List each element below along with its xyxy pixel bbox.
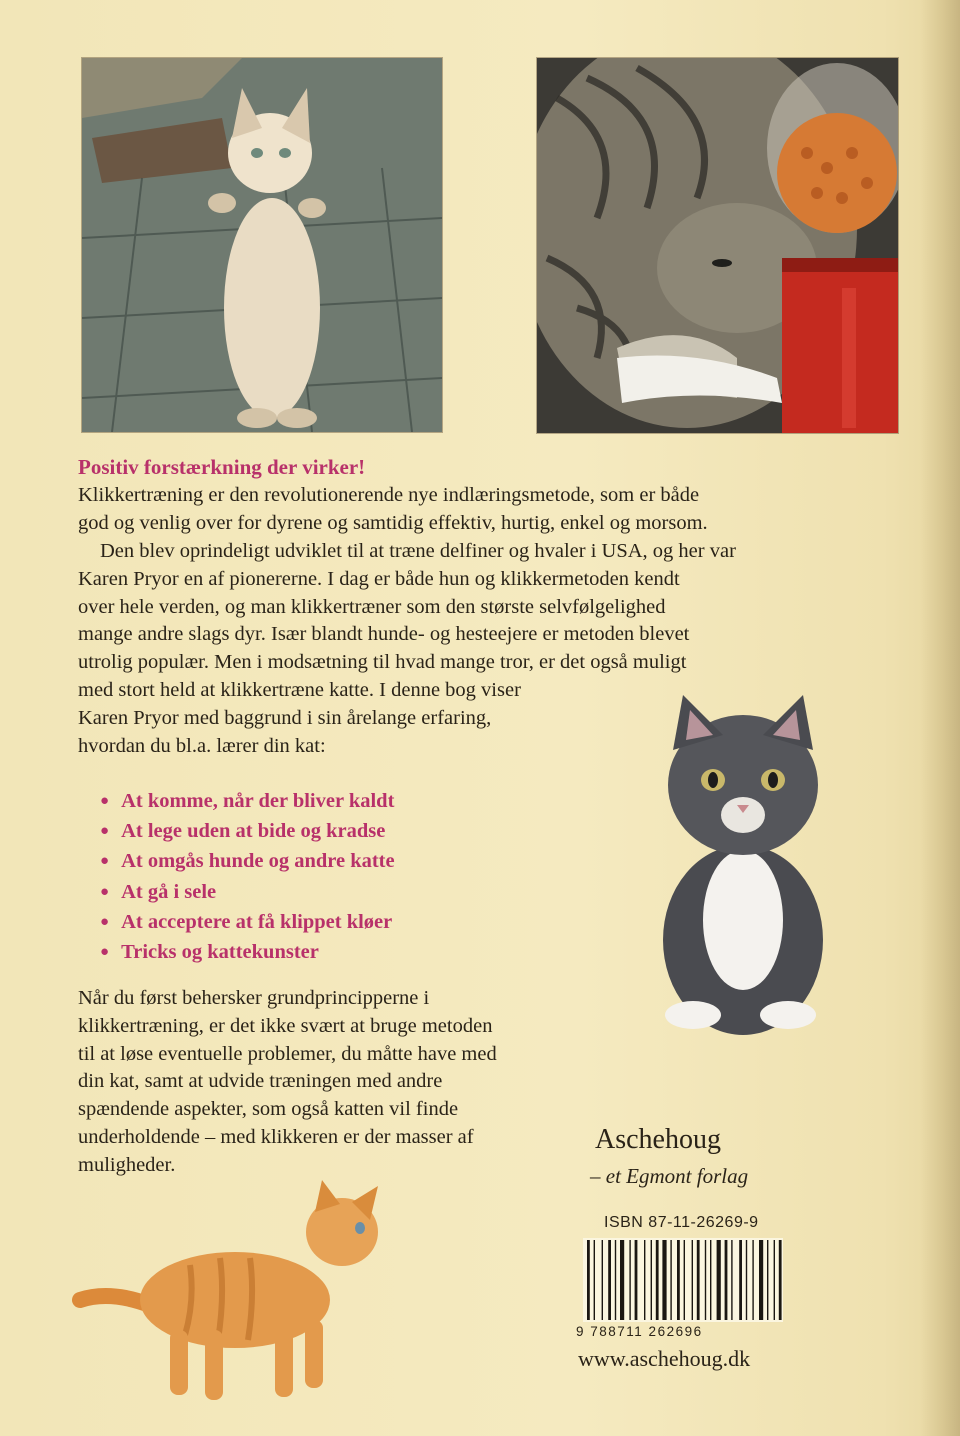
barcode-bar [602,1240,603,1320]
barcode-bar [697,1240,700,1320]
barcode-bar [677,1240,680,1320]
history-line: Karen Pryor en af pionererne. I dag er både hun og klikkermetoden kendt [78,567,680,590]
publisher-subtitle: – et Egmont forlag [590,1164,749,1188]
barcode-bar [774,1240,775,1320]
tabby-cat-illustration [537,58,898,433]
barcode-bar [779,1240,782,1320]
feature-item: ● At acceptere at få klippet kløer [100,908,395,938]
closing-line: din kat, samt at udvide træningen med andre [78,1070,443,1093]
publisher-website: www.aschehoug.dk [578,1346,751,1371]
orange-kitten-illustration [70,1180,410,1410]
barcode-bar [587,1240,590,1320]
barcode-bar [608,1240,611,1320]
feature-item: ● At omgås hunde og andre katte [100,847,395,877]
barcode-bar [620,1240,624,1320]
barcode-bar [629,1240,630,1320]
barcode-bar [710,1240,711,1320]
barcode-bar [705,1240,706,1320]
closing-paragraph [78,985,598,1180]
barcode-bar [767,1240,768,1320]
history-line: Karen Pryor med baggrund i sin årelange erfaring, [78,706,492,729]
barcode-bars [583,1238,783,1322]
tabby-cat-food-dispenser-photo [537,58,898,433]
history-line: med stort held at klikkertræne katte. I denne bog viser [78,678,521,701]
barcode [583,1238,783,1322]
barcode-bar [651,1240,652,1320]
closing-line: muligheder. [78,1153,176,1176]
barcode-bar [644,1240,645,1320]
barcode-bar [725,1240,728,1320]
history-line: over hele verden, og man klikkertræner som den største selvfølgelighed [78,595,666,618]
barcode-bar [759,1240,763,1320]
barcode-bar [594,1240,595,1320]
intro-line: god og venlig over for dyrene og samtidig effektiv, hurtig, enkel og morsom. [78,511,708,534]
publisher-name: Aschehoug [595,1124,721,1155]
closing-line: spændende aspekter, som også katten vil finde [78,1098,459,1121]
barcode-bar [746,1240,747,1320]
closing-line: Når du først behersker grundprincipperne i [78,987,430,1009]
feature-list [100,787,395,968]
barcode-digits: 9 788711 262696 [576,1324,703,1339]
closing-line: underholdende – med klikkeren er der masser af [78,1125,474,1148]
feature-item: ● At lege uden at bide og kradse [100,817,395,847]
intro-paragraph [78,482,838,538]
isbn-label: ISBN 87-11-26269-9 [604,1214,759,1231]
barcode-bar [656,1240,659,1320]
barcode-bar [731,1240,732,1320]
intro-line: Klikkertræning er den revolutionerende nye indlæringsmetode, som er både [78,484,700,506]
standing-cat-photo [82,58,442,432]
history-line: mange andre slags dyr. Især blandt hunde- og hesteejere er metoden blevet [78,623,690,646]
standing-cat-illustration [82,58,442,432]
history-line: Den blev oprindeligt udviklet til at træne delfiner og hvaler i USA, og her var [100,540,736,562]
barcode-bar [615,1240,616,1320]
feature-item: ● At komme, når der bliver kaldt [100,787,395,817]
feature-item: ● At gå i sele [100,878,395,908]
orange-kitten-image [70,1180,410,1410]
closing-line: klikkertræning, er det ikke svært at bruge metoden [78,1014,493,1037]
barcode-bar [752,1240,753,1320]
history-line: hvordan du bl.a. lærer din kat: [78,734,326,757]
barcode-bar [635,1240,638,1320]
barcode-bar [684,1240,685,1320]
closing-line: til at løse eventuelle problemer, du måtte have med [78,1042,497,1065]
barcode-bar [662,1240,666,1320]
barcode-bar [670,1240,671,1320]
headline: Positiv forstærkning der virker! [78,455,366,479]
feature-item: ● Tricks og kattekunster [100,938,395,968]
barcode-bar [692,1240,693,1320]
barcode-bar [717,1240,721,1320]
history-line: utrolig populær. Men i modsætning til hvad mange tror, er det også muligt [78,651,687,674]
gray-kitten-image [648,690,838,1035]
spine-edge [920,0,960,1436]
gray-kitten-illustration [648,690,838,1035]
barcode-bar [739,1240,742,1320]
